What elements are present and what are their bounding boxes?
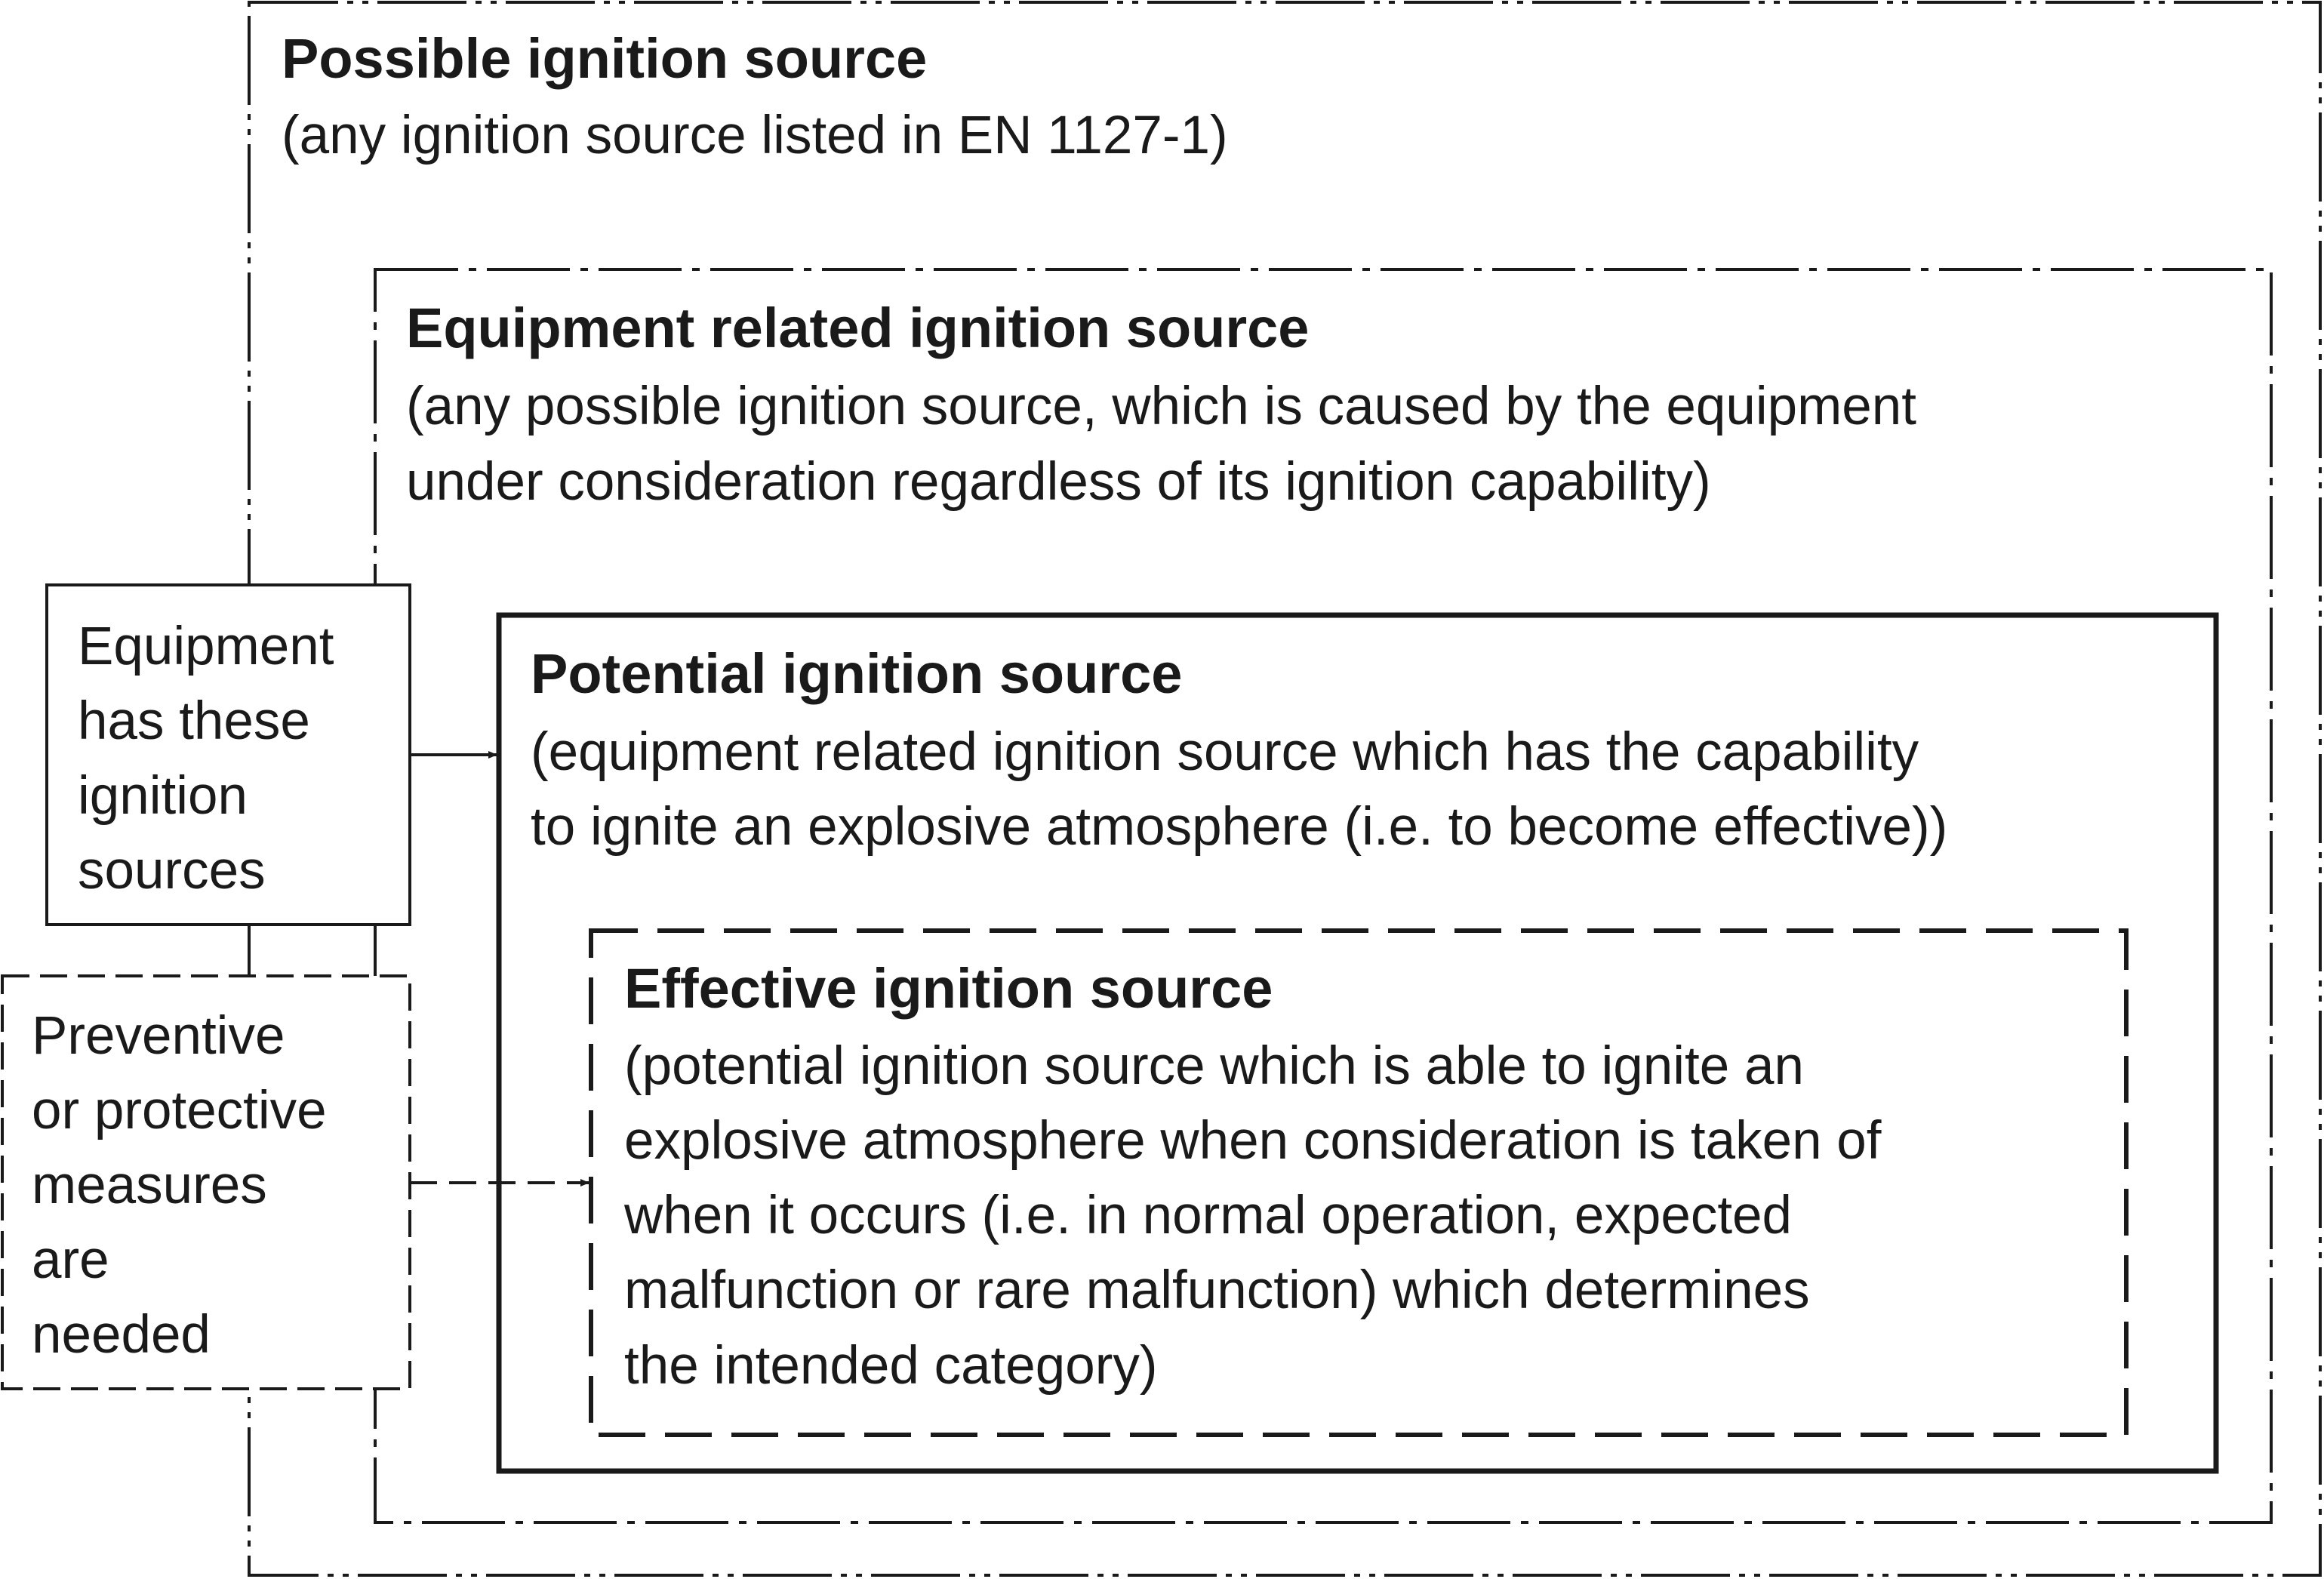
effective-line-1: (potential ignition source which is able to ignite an <box>624 1036 1804 1096</box>
potential-line-2: to ignite an explosive atmosphere (i.e. to become effective)) <box>531 797 1948 857</box>
possible-ignition-source-frame <box>249 2 2320 1575</box>
effective-title: Effective ignition source <box>624 957 1273 1020</box>
possible-line-1: (any ignition source listed in EN 1127-1) <box>282 106 1228 165</box>
equipment-related-title: Equipment related ignition source <box>406 297 1310 359</box>
equipment-related-line-2: under consideration regardless of its ignition capability) <box>406 452 1711 512</box>
equipment-has-line-2: has these <box>78 691 310 751</box>
possible-title: Possible ignition source <box>282 27 928 90</box>
potential-line-1: (equipment related ignition source which has the capability <box>531 722 1919 782</box>
preventive-line-3: measures <box>32 1156 267 1215</box>
preventive-line-1: Preventive <box>32 1006 285 1066</box>
preventive-line-2: or protective <box>32 1081 327 1140</box>
preventive-line-5: needed <box>32 1305 211 1365</box>
preventive-line-4: are <box>32 1230 109 1290</box>
equipment-has-line-3: ignition <box>78 766 248 826</box>
effective-line-2: explosive atmosphere when consideration is taken of <box>624 1111 1882 1171</box>
effective-line-3: when it occurs (i.e. in normal operation, expected <box>624 1186 1793 1245</box>
effective-line-4: malfunction or rare malfunction) which determines <box>624 1260 1810 1320</box>
potential-title: Potential ignition source <box>531 642 1183 705</box>
equipment-related-line-1: (any possible ignition source, which is caused by the equipment <box>406 377 1916 436</box>
effective-line-5: the intended category) <box>624 1336 1158 1396</box>
equipment-has-line-4: sources <box>78 841 266 900</box>
equipment-has-line-1: Equipment <box>78 617 334 676</box>
